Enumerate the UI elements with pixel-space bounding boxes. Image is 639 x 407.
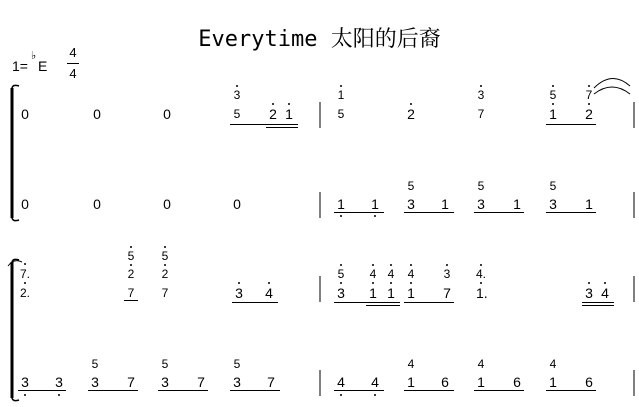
note: 5	[337, 267, 345, 281]
note: 0	[233, 196, 241, 212]
octave-dot	[288, 103, 290, 105]
underline	[546, 212, 596, 213]
note: 4	[369, 267, 377, 281]
underline	[158, 390, 208, 391]
note: 3	[21, 374, 29, 390]
note: 0	[163, 196, 171, 212]
note: 4	[477, 357, 485, 371]
note: 3	[235, 285, 243, 301]
underline	[404, 212, 454, 213]
note: 1	[407, 285, 415, 301]
note: 4	[549, 357, 557, 371]
note: 7	[161, 286, 169, 300]
octave-dot	[480, 282, 482, 284]
octave-dot	[480, 264, 482, 266]
note: 7	[127, 374, 135, 390]
note: 3	[55, 374, 63, 390]
note: 7	[127, 286, 135, 300]
note: 6	[441, 374, 449, 390]
note: 0	[93, 106, 101, 122]
octave-dot	[588, 282, 590, 284]
octave-dot	[24, 263, 26, 265]
note: 5	[161, 249, 169, 263]
note: 0	[163, 106, 171, 122]
note: 1	[407, 374, 415, 390]
note: 3	[477, 196, 485, 212]
time-signature-top: 4	[69, 45, 77, 60]
note: 4	[601, 285, 609, 301]
note: 3	[91, 374, 99, 390]
note: 7	[585, 88, 593, 102]
note: 1	[513, 196, 521, 212]
note: 3	[443, 267, 451, 281]
octave-dot	[410, 282, 412, 284]
note: 5	[549, 179, 557, 193]
underline	[546, 390, 596, 391]
note: 1	[585, 196, 593, 212]
octave-dot	[374, 215, 376, 217]
octave-dot	[340, 85, 342, 87]
octave-dot	[604, 282, 606, 284]
underline	[582, 302, 614, 303]
note: 4	[337, 374, 345, 390]
octave-dot	[374, 394, 376, 396]
note: 5	[407, 179, 415, 193]
note: 5	[477, 179, 485, 193]
octave-dot	[588, 85, 590, 87]
note: 2	[407, 106, 415, 122]
note: 5	[127, 249, 135, 263]
octave-dot	[24, 282, 26, 284]
octave-dot	[268, 282, 270, 284]
note: 7	[477, 107, 485, 121]
note: 5	[161, 357, 169, 371]
octave-dot	[552, 103, 554, 105]
note: 2	[269, 106, 277, 122]
octave-dot	[340, 215, 342, 217]
octave-dot	[588, 103, 590, 105]
octave-dot	[272, 103, 274, 105]
octave-dot	[340, 282, 342, 284]
octave-dot	[24, 394, 26, 396]
note: 4	[407, 357, 415, 371]
note: 3	[233, 88, 241, 102]
octave-dot	[372, 282, 374, 284]
underline	[18, 390, 66, 391]
key-prefix: 1=	[12, 58, 28, 74]
note: 1	[549, 106, 557, 122]
octave-dot	[236, 85, 238, 87]
underline	[474, 212, 524, 213]
note: 4	[407, 267, 415, 281]
octave-dot	[130, 246, 132, 248]
note: 2.	[20, 286, 31, 300]
underline	[230, 124, 298, 125]
underline	[230, 390, 280, 391]
octave-dot	[410, 264, 412, 266]
note: 1	[477, 374, 485, 390]
underline	[124, 300, 138, 301]
note: 1	[549, 374, 557, 390]
octave-dot	[58, 394, 60, 396]
note: 5	[233, 357, 241, 371]
note: 5	[549, 88, 557, 102]
octave-dot	[552, 85, 554, 87]
note: 2	[127, 267, 135, 281]
note: 6	[585, 374, 593, 390]
underline	[334, 302, 400, 303]
octave-dot	[446, 264, 448, 266]
octave-dot	[480, 85, 482, 87]
note: 5	[91, 357, 99, 371]
octave-dot	[130, 264, 132, 266]
underline	[334, 212, 384, 213]
note: 1	[337, 88, 345, 102]
octave-dot	[410, 103, 412, 105]
key-note: E	[38, 58, 48, 74]
underline	[232, 302, 278, 303]
note: 0	[21, 196, 29, 212]
note: 3	[337, 285, 345, 301]
note: 1	[285, 106, 293, 122]
octave-dot	[390, 264, 392, 266]
note: 4	[265, 285, 273, 301]
note: 3	[549, 196, 557, 212]
note: 3	[585, 285, 593, 301]
underline	[334, 390, 384, 391]
note: 1	[369, 285, 377, 301]
note: 3	[233, 374, 241, 390]
note: 1	[337, 196, 345, 212]
time-signature-bottom: 4	[69, 66, 77, 81]
underline	[546, 124, 596, 125]
octave-dot	[340, 394, 342, 396]
note: 4.	[476, 267, 487, 281]
octave-dot	[238, 282, 240, 284]
octave-dot	[164, 246, 166, 248]
note: 2	[161, 267, 169, 281]
note: 7.	[20, 267, 31, 281]
note: 4	[387, 267, 395, 281]
note: 1	[441, 196, 449, 212]
underline	[474, 390, 524, 391]
note: 0	[21, 106, 29, 122]
note: 3	[407, 196, 415, 212]
octave-dot	[340, 264, 342, 266]
flat-sign: ♭	[31, 50, 37, 62]
score-title: Everytime 太阳的后裔	[198, 27, 441, 52]
note: 1.	[476, 285, 488, 301]
note: 7	[443, 285, 451, 301]
octave-dot	[164, 264, 166, 266]
note: 5	[337, 107, 345, 121]
note: 3	[161, 374, 169, 390]
underline	[88, 390, 138, 391]
note: 2	[585, 106, 593, 122]
octave-dot	[372, 264, 374, 266]
underline	[266, 127, 298, 128]
note: 4	[371, 374, 379, 390]
note: 7	[267, 374, 275, 390]
underline	[404, 390, 454, 391]
note: 0	[93, 196, 101, 212]
note: 1	[387, 285, 395, 301]
note: 3	[477, 88, 485, 102]
underline	[582, 305, 614, 306]
underline	[366, 305, 400, 306]
octave-dot	[390, 282, 392, 284]
note: 1	[371, 196, 379, 212]
note: 7	[197, 374, 205, 390]
underline	[404, 302, 454, 303]
note: 5	[233, 107, 241, 121]
note: 6	[513, 374, 521, 390]
